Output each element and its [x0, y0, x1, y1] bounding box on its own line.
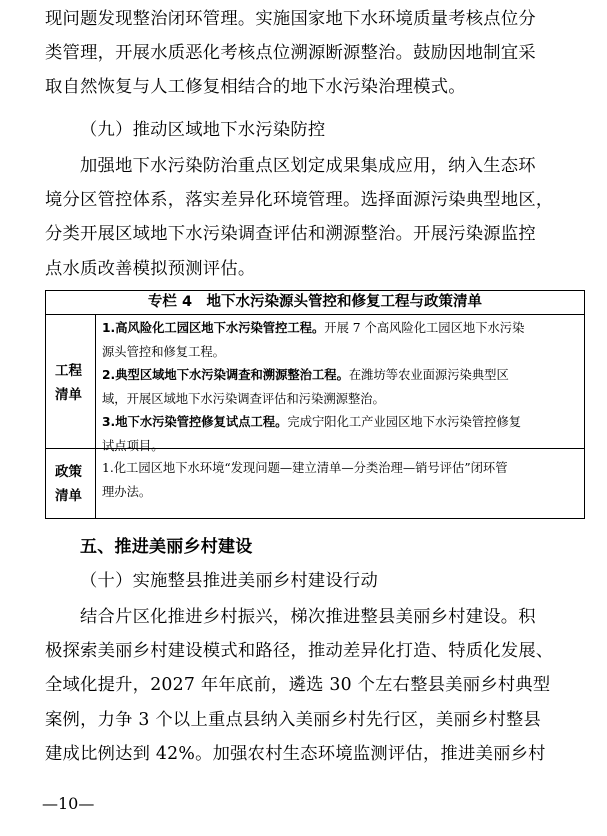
paragraph-line: 案例，力争 3 个以上重点县纳入美丽乡村先行区，美丽乡村整县 [45, 710, 542, 730]
paragraph-line: 境分区管控体系，落实差异化环境管理。选择面源污染典型地区， [45, 190, 554, 210]
row-label-line: 工程 [55, 363, 82, 379]
item-text-line: 理办法。 [102, 484, 152, 499]
row-label-line: 清单 [55, 387, 82, 403]
item-text-line: 试点项目。 [102, 438, 164, 453]
item-title: 2.典型区域地下水污染调查和溯源整治工程。 [102, 368, 349, 382]
paragraph-line: 点水质改善模拟预测评估。 [45, 259, 256, 279]
row-label [46, 315, 96, 448]
paragraph-line: 分类开展区域地下水污染调查评估和溯源整治。开展污染源监控 [45, 224, 536, 244]
paragraph-line: 全域化提升，2027 年年底前，遴选 30 个左右整县美丽乡村典型 [45, 675, 551, 695]
section-heading: 五、推进美丽乡村建设 [80, 537, 253, 557]
item-text: 开展 7 个高风险化工园区地下水污染 [324, 321, 525, 335]
paragraph-line: 极探索美丽乡村建设模式和路径，推动差异化打造、特质化发展、 [45, 641, 554, 661]
item-text: 在潍坊等农业面源污染典型区 [348, 368, 509, 382]
item-text: 完成宁阳化工产业园区地下水污染管控修复 [287, 415, 522, 429]
row-label [46, 449, 96, 518]
table-row [46, 449, 584, 518]
paragraph-line: 类管理，开展水质恶化考核点位溯源断源整治。鼓励因地制宜采 [45, 43, 536, 63]
row-content [96, 449, 584, 518]
paragraph-line: 现问题发现整治闭环管理。实施国家地下水环境质量考核点位分 [45, 9, 536, 29]
policy-table [45, 290, 585, 519]
table-title: 专栏 4 地下水污染源头管控和修复工程与政策清单 [46, 291, 584, 315]
table-row [46, 315, 584, 453]
page-number: —10— [42, 794, 95, 813]
row-content [96, 315, 584, 453]
section-heading: （九）推动区域地下水污染防控 [80, 120, 326, 140]
item-title: 1.高风险化工园区地下水污染管控工程。 [102, 321, 325, 335]
list-item [102, 364, 578, 388]
paragraph-line: 建成比例达到 42%。加强农村生态环境监测评估，推进美丽乡村 [45, 744, 546, 764]
item-text-line: 源头管控和修复工程。 [102, 344, 225, 359]
paragraph-line: 结合片区化推进乡村振兴，梯次推进整县美丽乡村建设。积 [80, 607, 536, 627]
list-item [102, 317, 578, 341]
list-item [102, 411, 578, 435]
item-title: 3.地下水污染管控修复试点工程。 [102, 415, 288, 429]
item-text-line: 1.化工园区地下水环境“发现问题—建立清单—分类治理—销号评估”闭环管 [102, 461, 508, 475]
item-text-line: 域，开展区域地下水污染调查评估和污染溯源整治。 [102, 391, 385, 406]
paragraph-line: 加强地下水污染防治重点区划定成果集成应用，纳入生态环 [80, 156, 536, 176]
row-label-line: 政策 [55, 464, 82, 480]
paragraph-line: 取自然恢复与人工修复相结合的地下水污染治理模式。 [45, 77, 466, 97]
subsection-heading: （十）实施整县推进美丽乡村建设行动 [80, 571, 379, 591]
row-label-line: 清单 [55, 488, 82, 504]
